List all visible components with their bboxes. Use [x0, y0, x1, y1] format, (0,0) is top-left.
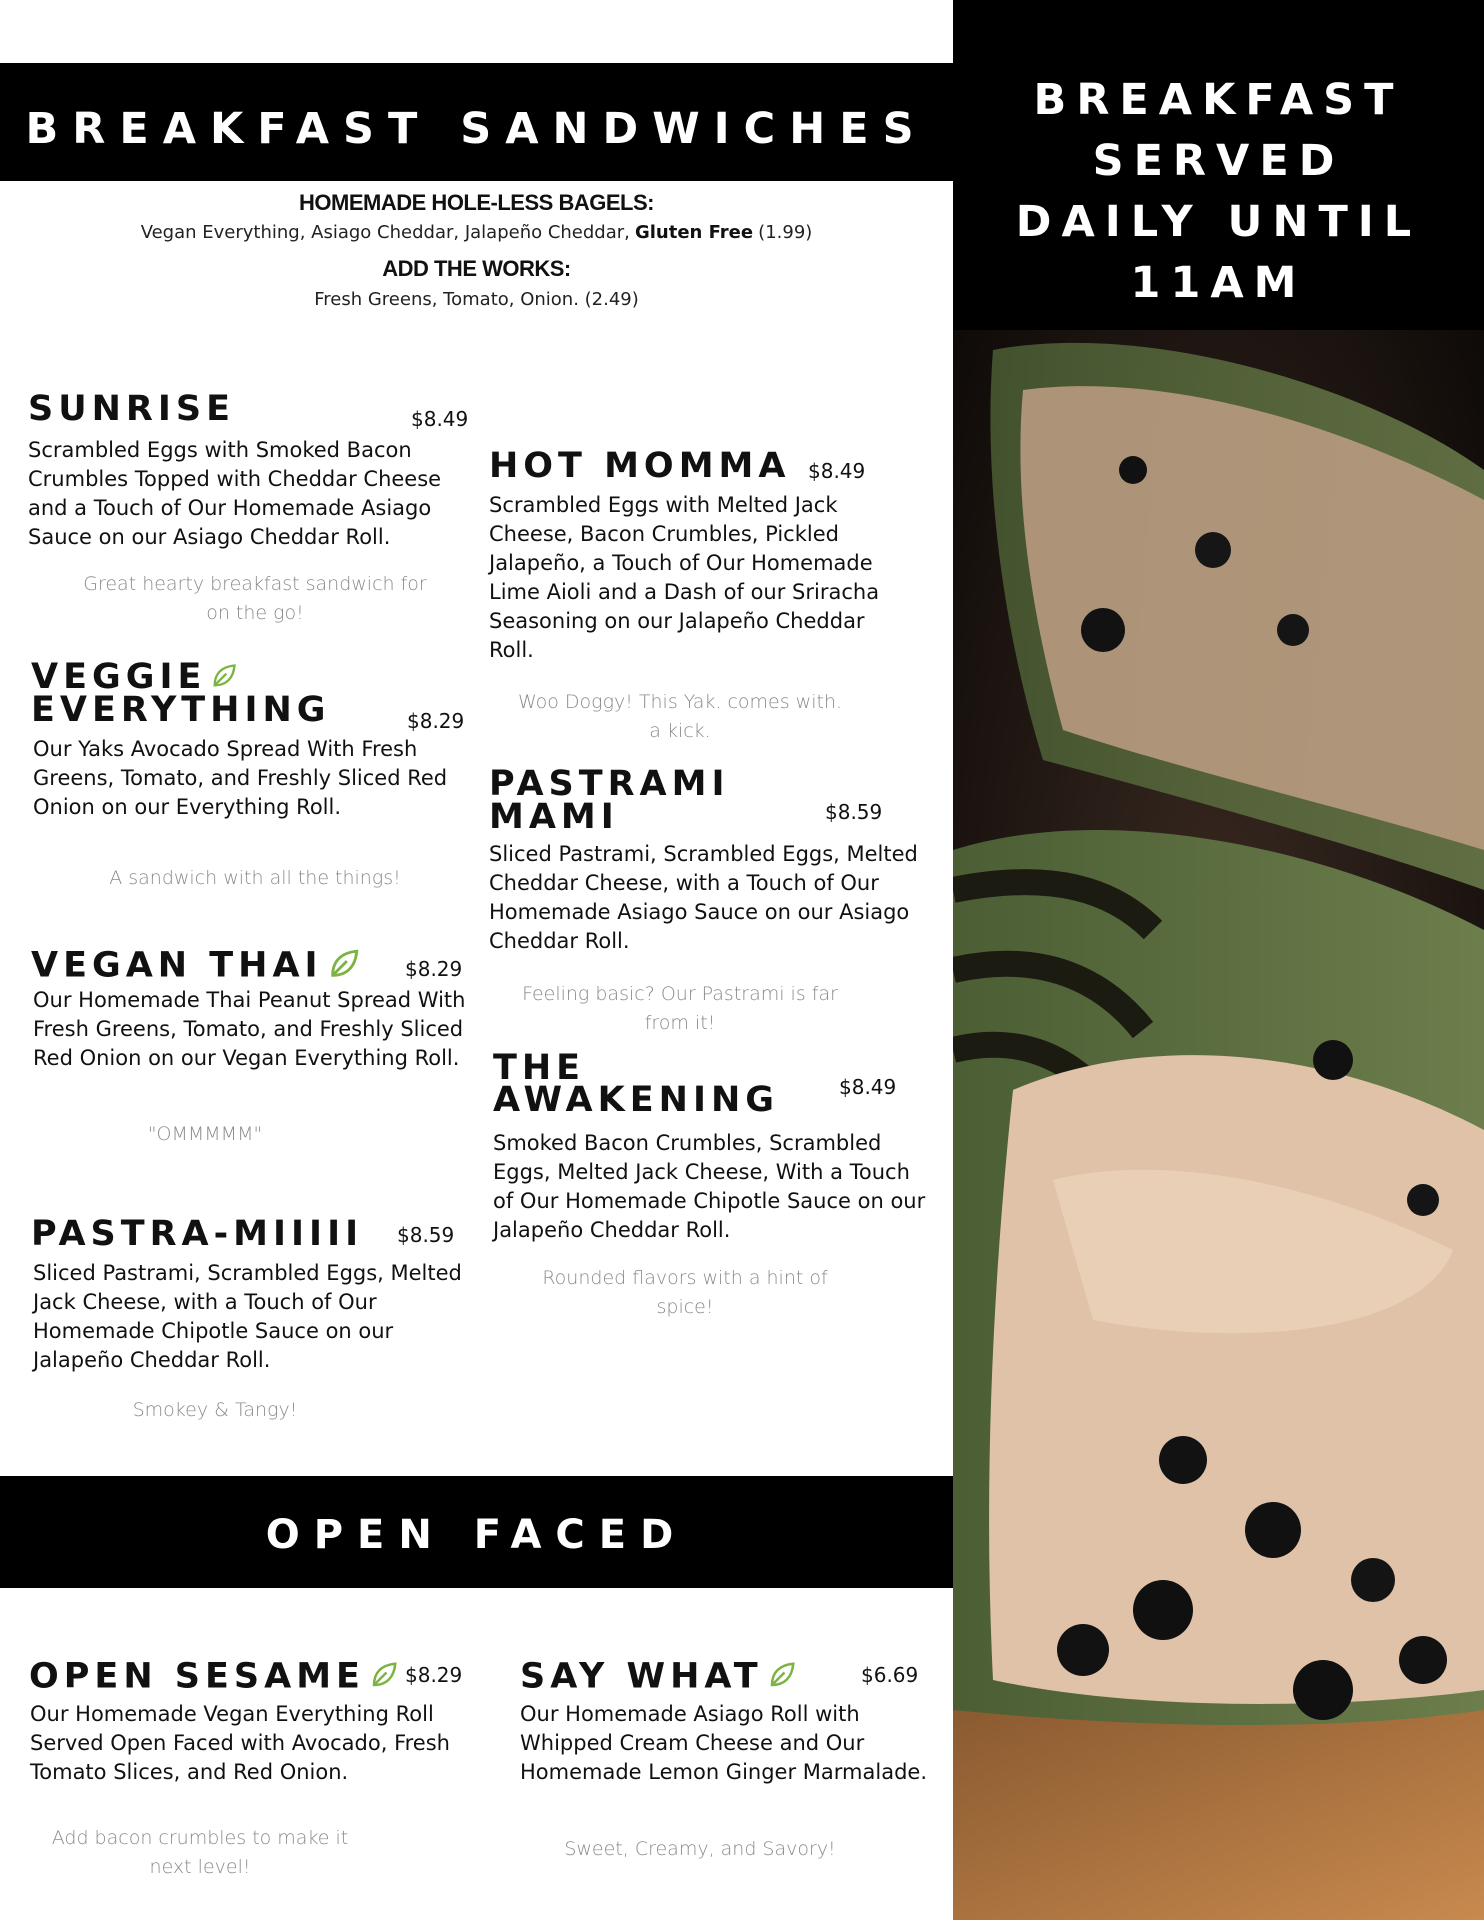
item-price: $8.49 [839, 1075, 897, 1099]
gluten-free-label: Gluten Free [634, 222, 754, 243]
gluten-free-price: (1.99) [758, 222, 813, 243]
item-price: $8.59 [397, 1223, 455, 1247]
bagels-options-text: Vegan Everything, Asiago Cheddar, Jalapeño Cheddar, [140, 222, 630, 243]
item-price: $8.59 [825, 800, 883, 824]
item-name: PASTRA-MIIIII [31, 1214, 364, 1254]
item-name-text: SAY WHAT [520, 1656, 763, 1697]
item-note: A sandwich with all the things! [109, 867, 401, 889]
item-name-line-1: PASTRAMI [489, 764, 730, 804]
item-description: Our Homemade Vegan Everything Roll Served Open Faced with Avocado, Fresh Tomato Slices, and Red Onion. [30, 1702, 450, 1784]
hours-line-2: SERVED [1092, 136, 1345, 186]
hours-line-3: DAILY UNTIL [1015, 197, 1422, 247]
item-name-line-2: MAMI [489, 797, 619, 837]
burrito-photo [953, 330, 1484, 1920]
item-note: Woo Doggy! This Yak. comes with. a kick. [517, 691, 843, 742]
item-description: Our Homemade Asiago Roll with Whipped Cream Cheese and Our Homemade Lemon Ginger Marmalade. [520, 1702, 927, 1784]
breakfast-sandwiches-banner: BREAKFAST SANDWICHES [0, 63, 953, 181]
item-note: Great hearty breakfast sandwich for on the go! [83, 573, 427, 624]
item-note: Add bacon crumbles to make it next level! [51, 1827, 349, 1878]
item-name: HOT MOMMA [489, 446, 791, 486]
item-price: $8.49 [808, 459, 866, 483]
item-description: Scrambled Eggs with Smoked Bacon Crumbles Topped with Cheddar Cheese and a Touch of Our Homemade Asiago Sauce on our Asiago Cheddar Roll. [28, 438, 442, 549]
item-name-line [520, 1656, 797, 1697]
item-name-line-1: THE [493, 1048, 586, 1088]
item-price: $6.69 [861, 1663, 919, 1687]
side-photo-panel [953, 0, 1484, 1920]
item-name-text: VEGAN THAI [31, 945, 323, 986]
works-options [0, 289, 953, 310]
item-note: Rounded flavors with a hint of spice! [542, 1267, 828, 1318]
leaf-icon [767, 1660, 797, 1695]
item-description: Smoked Bacon Crumbles, Scrambled Eggs, Melted Jack Cheese, With a Touch of Our Homemade Chipotle Sauce on our Jalapeño Cheddar Roll. [493, 1131, 926, 1242]
works-heading [0, 256, 953, 282]
leaf-icon [327, 947, 361, 986]
item-note: Smokey & Tangy! [132, 1399, 298, 1421]
item-name-line-2: EVERYTHING [31, 690, 331, 730]
works-options-text: Fresh Greens, Tomato, Onion. (2.49) [314, 289, 639, 310]
item-price: $8.29 [405, 1663, 463, 1687]
item-name-text: OPEN SESAME [29, 1656, 365, 1697]
item-note: Feeling basic? Our Pastrami is far from it! [522, 983, 838, 1034]
item-description: Scrambled Eggs with Melted Jack Cheese, Bacon Crumbles, Pickled Jalapeño, a Touch of Our Homemade Lime Aioli and a Dash of our Sriracha Seasoning on our Jalapeño Cheddar Roll. [489, 493, 880, 662]
hours-line-4: 11AM [1130, 258, 1307, 308]
leaf-icon [369, 1660, 399, 1695]
breakfast-hours-heading [953, 70, 1484, 314]
item-price: $8.29 [405, 957, 463, 981]
item-description: Our Yaks Avocado Spread With Fresh Greens, Tomato, and Freshly Sliced Red Onion on our Everything Roll. [33, 737, 448, 819]
hours-line-1: BREAKFAST [1033, 75, 1404, 125]
item-price: $8.49 [411, 407, 469, 431]
bagels-heading [0, 190, 953, 216]
item-name-line [31, 947, 361, 986]
bagels-options [0, 222, 953, 243]
item-name: SUNRISE [28, 389, 236, 429]
item-note: Sweet, Creamy, and Savory! [564, 1838, 836, 1860]
item-description: Sliced Pastrami, Scrambled Eggs, Melted Cheddar Cheese, with a Touch of Our Homemade Asiago Sauce on our Asiago Cheddar Roll. [489, 842, 918, 953]
item-name-line-2: AWAKENING [493, 1080, 780, 1120]
item-name-line [29, 1656, 399, 1697]
item-description: Our Homemade Thai Peanut Spread With Fresh Greens, Tomato, and Freshly Sliced Red Onion on our Vegan Everything Roll. [33, 988, 466, 1070]
item-name-text: VEGGIE [31, 657, 207, 697]
item-note: "OMMMMM" [147, 1123, 263, 1145]
bagels-title: HOMEMADE HOLE-LESS BAGELS: [299, 190, 654, 215]
item-price: $8.29 [407, 709, 465, 733]
works-title: ADD THE WORKS: [382, 256, 571, 281]
open-faced-banner: OPEN FACED [0, 1476, 953, 1588]
item-description: Sliced Pastrami, Scrambled Eggs, Melted Jack Cheese, with a Touch of Our Homemade Chipotle Sauce on our Jalapeño Cheddar Roll. [33, 1261, 462, 1372]
